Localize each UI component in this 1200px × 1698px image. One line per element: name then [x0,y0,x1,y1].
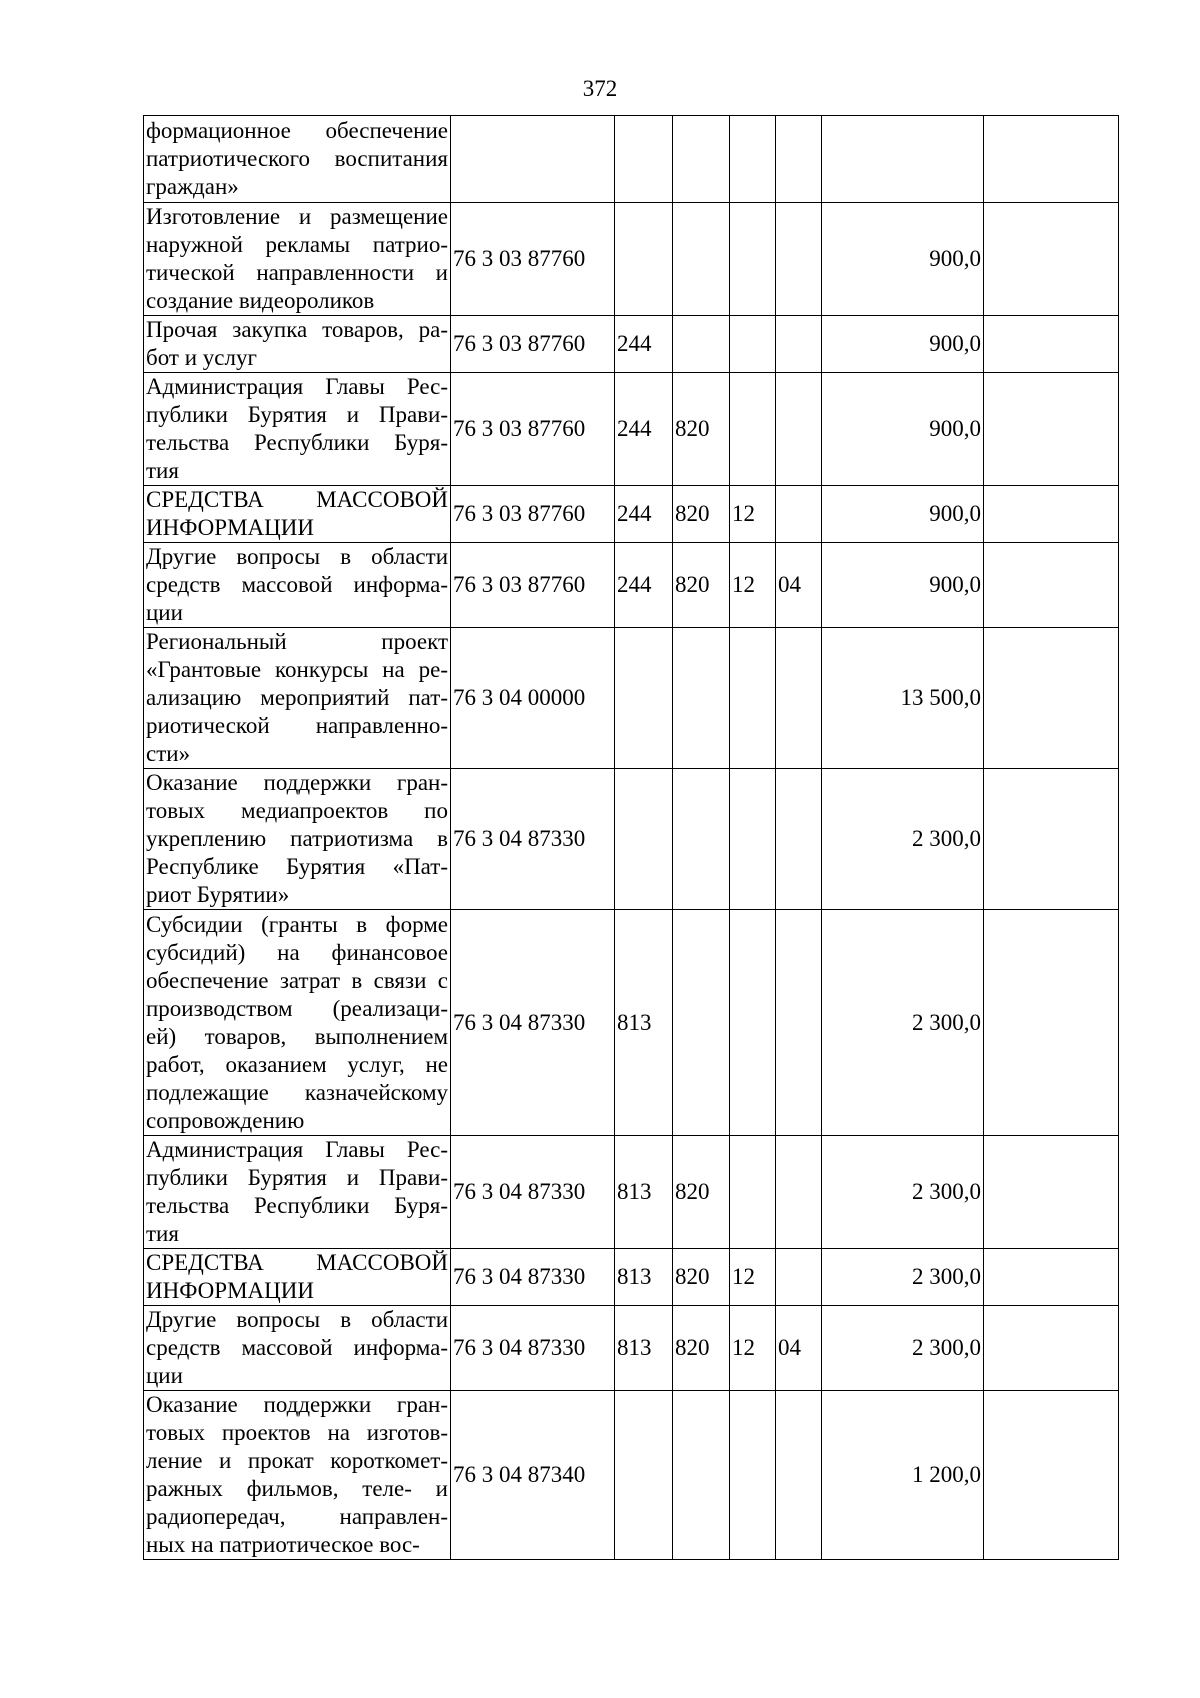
row-name-line: риот Бурятии» [146,882,290,907]
section-cell: 12 [730,1306,776,1391]
table-row [144,373,1119,486]
amount-cell: 2 300,0 [822,1249,984,1306]
row-name-cell [144,1249,451,1306]
row-name-line: ализацию мероприятий пат- [146,685,448,710]
row-name-cell [144,203,451,316]
amount-cell: 2 300,0 [822,1136,984,1249]
row-name-line: Прочая закупка товаров, ра- [146,317,448,342]
amount-cell: 2 300,0 [822,769,984,910]
row-name-cell [144,1391,451,1560]
row-name-line: подлежащие казначейскому [146,1079,448,1105]
expense-type-cell: 244 [615,316,673,373]
subsection-cell [776,373,822,486]
section-cell: 12 [730,486,776,543]
subsection-cell [776,769,822,910]
row-name-line: формационное обеспечение [146,118,448,143]
extra-amount-cell [984,203,1119,316]
expense-type-cell: 244 [615,486,673,543]
target-article-cell [451,116,615,203]
administrator-cell: 820 [673,486,730,543]
row-name-cell [144,910,451,1136]
row-name-line: патриотического воспитания [146,146,448,171]
row-name-cell [144,116,451,203]
row-name-line: бот и услуг [146,345,257,370]
row-name-line: СРЕДСТВА МАССОВОЙ [146,1250,448,1275]
section-cell [730,910,776,1136]
row-name-line: Другие вопросы в области [146,544,448,569]
administrator-cell: 820 [673,1306,730,1391]
row-name-line: работ, оказанием услуг, не [146,1051,448,1077]
row-name-line: граждан» [146,174,239,199]
table-row [144,1391,1119,1560]
extra-amount-cell [984,1306,1119,1391]
expense-type-cell: 813 [615,1306,673,1391]
administrator-cell: 820 [673,543,730,628]
expense-type-cell: 813 [615,910,673,1136]
subsection-cell [776,910,822,1136]
subsection-cell [776,1249,822,1306]
extra-amount-cell [984,910,1119,1136]
row-name-line: создание видеороликов [146,288,375,313]
amount-cell: 900,0 [822,486,984,543]
row-name-line: сопровождению [146,1107,305,1133]
row-name-line: товых медиапроектов по [146,798,448,823]
expense-type-cell [615,769,673,910]
row-name-line: ражных фильмов, теле- и [146,1476,448,1501]
row-name-line: средств массовой информа- [146,1335,448,1360]
amount-cell: 900,0 [822,543,984,628]
section-cell [730,1136,776,1249]
row-name-cell [144,373,451,486]
table-row [144,203,1119,316]
target-article-cell: 76 3 03 87760 [451,203,615,316]
subsection-cell [776,628,822,769]
row-name-line: Региональный проект [146,629,448,654]
table-row [144,543,1119,628]
administrator-cell [673,1391,730,1560]
page-number: 372 [582,76,618,101]
target-article-cell: 76 3 03 87760 [451,543,615,628]
table-row [144,769,1119,910]
row-name-cell [144,628,451,769]
extra-amount-cell [984,373,1119,486]
expense-type-cell: 244 [615,543,673,628]
amount-cell: 1 200,0 [822,1391,984,1560]
row-name-line: Другие вопросы в области [146,1307,448,1332]
section-cell [730,1391,776,1560]
row-name-line: ей) товаров, выполнением [146,1023,448,1049]
target-article-cell: 76 3 04 87330 [451,1136,615,1249]
amount-cell [822,116,984,203]
section-cell [730,769,776,910]
section-cell [730,628,776,769]
target-article-cell: 76 3 04 87330 [451,769,615,910]
row-name-cell [144,769,451,910]
table-row [144,316,1119,373]
administrator-cell: 820 [673,1136,730,1249]
section-cell [730,316,776,373]
row-name-line: сти» [146,741,191,766]
row-name-line: риотической направленно- [146,713,448,738]
subsection-cell [776,1136,822,1249]
row-name-line: «Грантовые конкурсы на ре- [146,657,448,682]
expense-type-cell [615,1391,673,1560]
extra-amount-cell [984,1249,1119,1306]
row-name-line: ных на патриотическое вос- [146,1532,420,1557]
section-cell: 12 [730,1249,776,1306]
target-article-cell: 76 3 04 00000 [451,628,615,769]
row-name-line: средств массовой информа- [146,572,448,597]
administrator-cell [673,910,730,1136]
amount-cell: 2 300,0 [822,1306,984,1391]
row-name-line: ление и прокат короткомет- [146,1448,448,1473]
table-row [144,910,1119,1136]
row-name-cell [144,486,451,543]
expense-type-cell: 244 [615,373,673,486]
target-article-cell: 76 3 04 87340 [451,1391,615,1560]
administrator-cell [673,769,730,910]
administrator-cell [673,628,730,769]
row-name-line: субсидий) на финансовое [146,939,448,965]
row-name-line: СРЕДСТВА МАССОВОЙ [146,487,448,512]
expense-type-cell: 813 [615,1136,673,1249]
section-cell [730,116,776,203]
table-row [144,116,1119,203]
target-article-cell: 76 3 04 87330 [451,910,615,1136]
extra-amount-cell [984,1136,1119,1249]
amount-cell: 13 500,0 [822,628,984,769]
row-name-cell [144,1136,451,1249]
row-name-line: Оказание поддержки гран- [146,1392,448,1417]
table-row [144,1136,1119,1249]
row-name-cell [144,316,451,373]
row-name-line: тия [146,458,179,483]
section-cell [730,373,776,486]
row-name-line: ции [146,600,183,625]
expense-type-cell: 813 [615,1249,673,1306]
subsection-cell [776,203,822,316]
target-article-cell: 76 3 04 87330 [451,1306,615,1391]
administrator-cell [673,316,730,373]
subsection-cell: 04 [776,1306,822,1391]
extra-amount-cell [984,769,1119,910]
subsection-cell [776,486,822,543]
budget-table [143,115,1119,1560]
expense-type-cell [615,203,673,316]
amount-cell: 900,0 [822,373,984,486]
extra-amount-cell [984,316,1119,373]
row-name-line: тельства Республики Буря- [146,430,448,455]
row-name-line: укреплению патриотизма в [146,826,448,851]
amount-cell: 900,0 [822,203,984,316]
subsection-cell: 04 [776,543,822,628]
row-name-line: обеспечение затрат в связи с [146,967,448,993]
table-row [144,1249,1119,1306]
table-row [144,486,1119,543]
administrator-cell [673,116,730,203]
extra-amount-cell [984,116,1119,203]
table-row [144,628,1119,769]
row-name-line: Оказание поддержки гран- [146,770,448,795]
subsection-cell [776,1391,822,1560]
target-article-cell: 76 3 03 87760 [451,373,615,486]
row-name-cell [144,1306,451,1391]
extra-amount-cell [984,1391,1119,1560]
amount-cell: 900,0 [822,316,984,373]
row-name-line: ИНФОРМАЦИИ [146,1278,314,1303]
row-name-line: наружной рекламы патрио- [146,232,448,257]
target-article-cell: 76 3 03 87760 [451,316,615,373]
extra-amount-cell [984,543,1119,628]
row-name-line: радиопередач, направлен- [146,1504,448,1529]
extra-amount-cell [984,628,1119,769]
row-name-line: товых проектов на изготов- [146,1420,448,1445]
section-cell [730,203,776,316]
section-cell: 12 [730,543,776,628]
row-name-line: ции [146,1363,183,1388]
administrator-cell: 820 [673,373,730,486]
row-name-line: тия [146,1221,179,1246]
row-name-line: Администрация Главы Рес- [146,374,448,399]
row-name-line: Администрация Главы Рес- [146,1137,448,1162]
row-name-line: публики Бурятия и Прави- [146,402,448,427]
row-name-line: публики Бурятия и Прави- [146,1165,448,1190]
row-name-line: тельства Республики Буря- [146,1193,448,1218]
subsection-cell [776,316,822,373]
amount-cell: 2 300,0 [822,910,984,1136]
subsection-cell [776,116,822,203]
extra-amount-cell [984,486,1119,543]
row-name-cell [144,543,451,628]
table-row [144,1306,1119,1391]
row-name-line: Субсидии (гранты в форме [146,911,448,937]
row-name-line: Республике Бурятия «Пат- [146,854,448,879]
expense-type-cell [615,116,673,203]
row-name-line: ИНФОРМАЦИИ [146,515,314,540]
expense-type-cell [615,628,673,769]
row-name-line: тической направленности и [146,260,448,285]
administrator-cell [673,203,730,316]
row-name-line: Изготовление и размещение [146,204,448,229]
row-name-line: производством (реализаци- [146,995,448,1021]
target-article-cell: 76 3 04 87330 [451,1249,615,1306]
administrator-cell: 820 [673,1249,730,1306]
target-article-cell: 76 3 03 87760 [451,486,615,543]
